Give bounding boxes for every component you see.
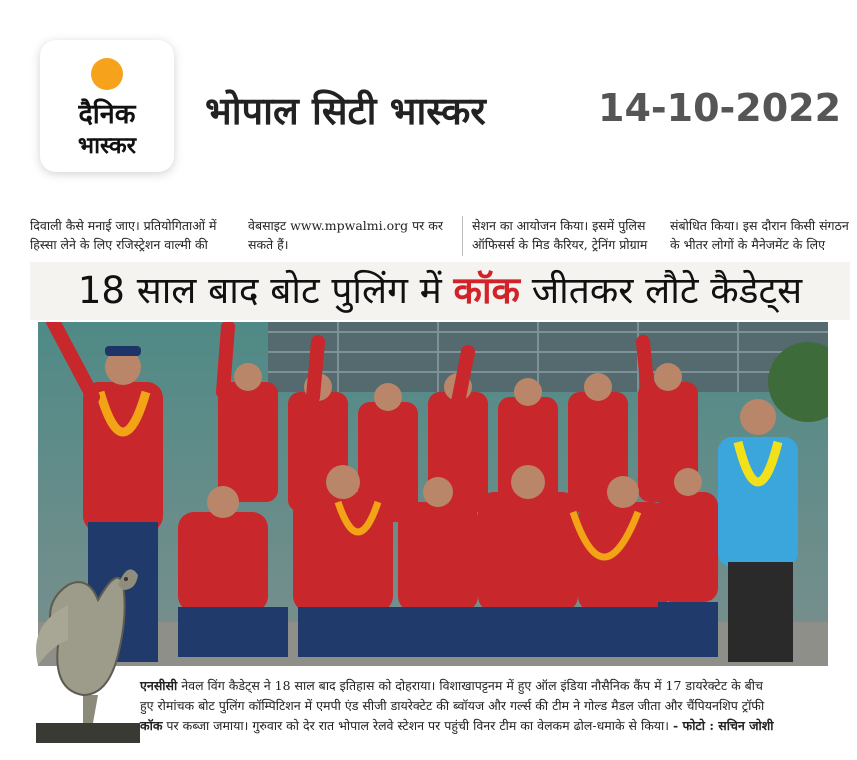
- headline-text: 18 साल बाद बोट पुलिंग में: [77, 269, 454, 312]
- caption-bold-word: कॉक: [140, 718, 163, 733]
- logo-sun-icon: [91, 58, 123, 90]
- caption-line-3: [140, 716, 830, 736]
- caption-text: नेवल विंग कैडेट्स ने 18 साल बाद इतिहास को दोहराया। विशाखापट्टनम में हुए ऑल इंडिया नौसैनिक कैंप में 17 डायरेक्टेट के बीच: [177, 678, 763, 693]
- team-photo: [38, 322, 828, 666]
- caption-line-2: हुए रोमांचक बोट पुलिंग कॉम्पिटिशन में एमपी एंड सीजी डायरेक्टेट की ब्वॉयज और गर्ल्स की टीम ने गोल्ड मैडल जीता और चैंपियनशिप ट्रॉफी: [140, 698, 765, 713]
- text-line: सेशन का आयोजन किया। इसमें पुलिस: [472, 218, 646, 233]
- text-column-1: [30, 216, 235, 254]
- column-divider: [462, 216, 463, 256]
- dainik-bhaskar-logo: [40, 40, 174, 172]
- logo-text-line2: भास्कर: [77, 133, 137, 159]
- publication-title: भोपाल सिटी भास्कर: [205, 89, 486, 133]
- photo-credit: - फोटो : सचिन जोशी: [673, 718, 774, 733]
- photo-caption: [140, 676, 830, 736]
- logo-text-line1: दैनिक: [78, 99, 136, 130]
- text-line: के भीतर लोगों के मैनेजमेंट के लिए: [670, 237, 825, 252]
- rooster-trophy-image: [28, 545, 148, 745]
- article-text-snippet: [30, 210, 856, 260]
- rooster-trophy-icon: [28, 545, 148, 745]
- text-column-2: [248, 216, 448, 254]
- text-line: ऑफिसर्स के मिड कैरियर, ट्रेनिंग प्रोग्राम: [472, 237, 648, 252]
- caption-text: पर कब्जा जमाया। गुरुवार को देर रात भोपाल रेलवे स्टेशन पर पहुंची विनर टीम का वेलकम ढोल-धमाके से किया।: [162, 718, 670, 733]
- caption-line-1: [140, 676, 830, 696]
- headline-highlight: कॉक: [453, 269, 520, 312]
- text-line: सकते हैं।: [248, 237, 289, 252]
- text-column-4: [670, 216, 856, 254]
- text-line: दिवाली कैसे मनाई जाए। प्रतियोगिताओं में: [30, 218, 217, 233]
- headline-text: जीतकर लौटे कैडेट्स: [519, 269, 803, 312]
- text-line: वेबसाइट www.mpwalmi.org पर कर: [248, 218, 443, 233]
- text-column-3: [472, 216, 672, 254]
- caption-lead: एनसीसी: [140, 678, 178, 693]
- publication-date: 14-10-2022: [598, 86, 842, 130]
- text-line: हिस्सा लेने के लिए रजिस्ट्रेशन वाल्मी की: [30, 237, 208, 252]
- team-photo-illustration: [38, 322, 828, 666]
- text-line: संबोधित किया। इस दौरान किसी संगठन: [670, 218, 849, 233]
- article-headline: [30, 262, 850, 320]
